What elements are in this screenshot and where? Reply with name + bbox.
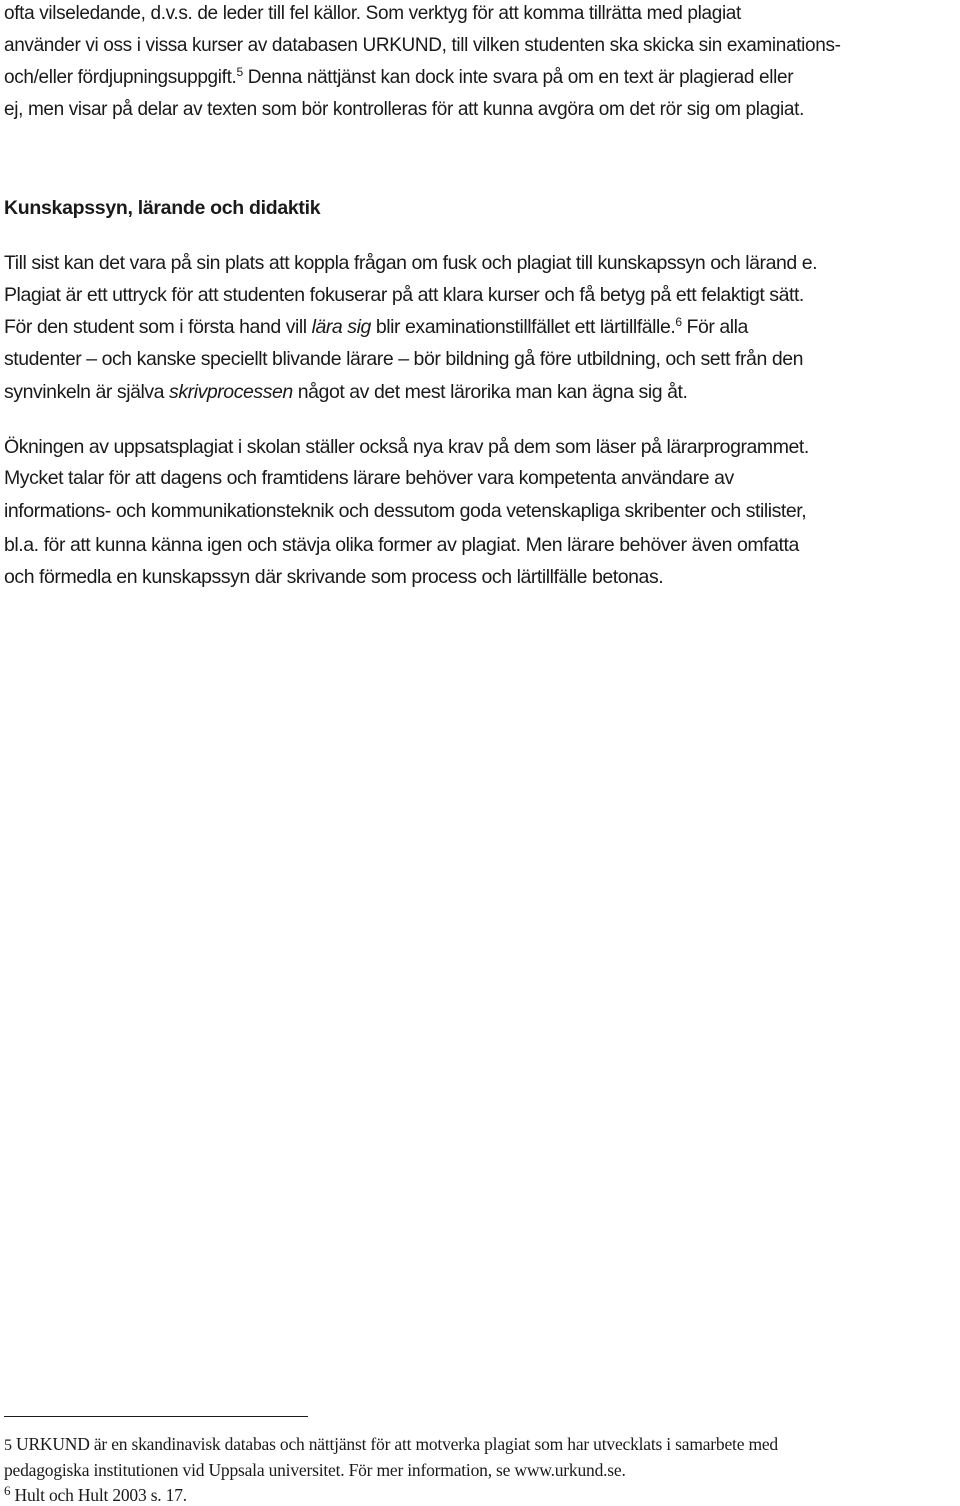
- intro-line-3: [4, 66, 793, 90]
- footnote-5-text-2: pedagogiska institutionen vid Uppsala universitet. För mer information, se www.urkund.se.: [4, 1460, 626, 1480]
- footnote-5-line-2: [4, 1459, 626, 1481]
- p1-line-3-text-a: För den student som i första hand vill: [4, 316, 312, 338]
- p2-line-1: Ökningen av uppsatsplagiat i skolan ställer också nya krav på dem som läser på lärarprogrammet.: [4, 436, 809, 458]
- footnote-5-text-1: URKUND är en skandinavisk databas och nättjänst för att motverka plagiat som har utvecklats i samarbete med: [16, 1434, 778, 1454]
- p1-line-2: Plagiat är ett uttryck för att studenten fokuserar på att klara kurser och få betyg på ett felaktigt sätt.: [4, 284, 804, 306]
- intro-line-2: använder vi oss i vissa kurser av databasen URKUND, till vilken studenten ska skicka sin examinations-: [4, 35, 841, 56]
- footnote-5-line-1: [4, 1433, 778, 1457]
- p2-line-2: Mycket talar för att dagens och framtidens lärare behöver vara kompetenta användare av: [4, 467, 734, 489]
- intro-line-4: ej, men visar på delar av texten som bör kontrolleras för att kunna avgöra om det rör sig om plagiat.: [4, 99, 805, 120]
- footnote-6-number: 6: [4, 1483, 11, 1498]
- footnote-5-number: 5: [4, 1437, 12, 1454]
- intro-line-3-text-a: och/eller fördjupningsuppgift.: [4, 67, 237, 88]
- p1-line-3-text-c: För alla: [681, 316, 748, 338]
- p1-line-3: [4, 315, 748, 339]
- footnote-divider: [4, 1416, 308, 1417]
- p1-line-4: studenter – och kanske speciellt blivande lärare – bör bildning gå före utbildning, och sett från den: [4, 348, 804, 370]
- p1-line-5-emphasis: skrivprocessen: [169, 381, 293, 403]
- section-heading: Kunskapssyn, lärande och didaktik: [4, 197, 321, 219]
- footnote-ref-6[interactable]: 6: [675, 315, 682, 329]
- p1-line-5-text-b: något av det mest lärorika man kan ägna sig åt.: [292, 381, 688, 403]
- footnote-ref-5[interactable]: 5: [236, 65, 243, 79]
- p2-line-3: informations- och kommunikationsteknik och dessutom goda vetenskapliga skribenter och stilister,: [4, 500, 807, 522]
- p1-line-3-emphasis: lära sig: [311, 316, 371, 338]
- p1-line-5: [4, 380, 687, 404]
- p1-line-1: Till sist kan det vara på sin plats att koppla frågan om fusk och plagiat till kunskapssyn och lärand e.: [4, 252, 818, 274]
- intro-line-1: ofta vilseledande, d.v.s. de leder till fel källor. Som verktyg för att komma tillrätta med plagiat: [4, 3, 741, 24]
- footnote-6-text: Hult och Hult 2003 s. 17.: [14, 1485, 187, 1505]
- p1-line-3-text-b: blir examinationstillfället ett lärtillfälle.: [370, 316, 676, 338]
- intro-line-3-text-b: Denna nättjänst kan dock inte svara på om en text är plagierad eller: [242, 67, 794, 88]
- p1-line-5-text-a: synvinkeln är själva: [4, 381, 170, 403]
- p2-line-4: bl.a. för att kunna känna igen och stävja olika former av plagiat. Men lärare behöver även omfatta: [4, 534, 799, 556]
- p2-line-5: och förmedla en kunskapssyn där skrivande som process och lärtillfälle betonas.: [4, 566, 664, 588]
